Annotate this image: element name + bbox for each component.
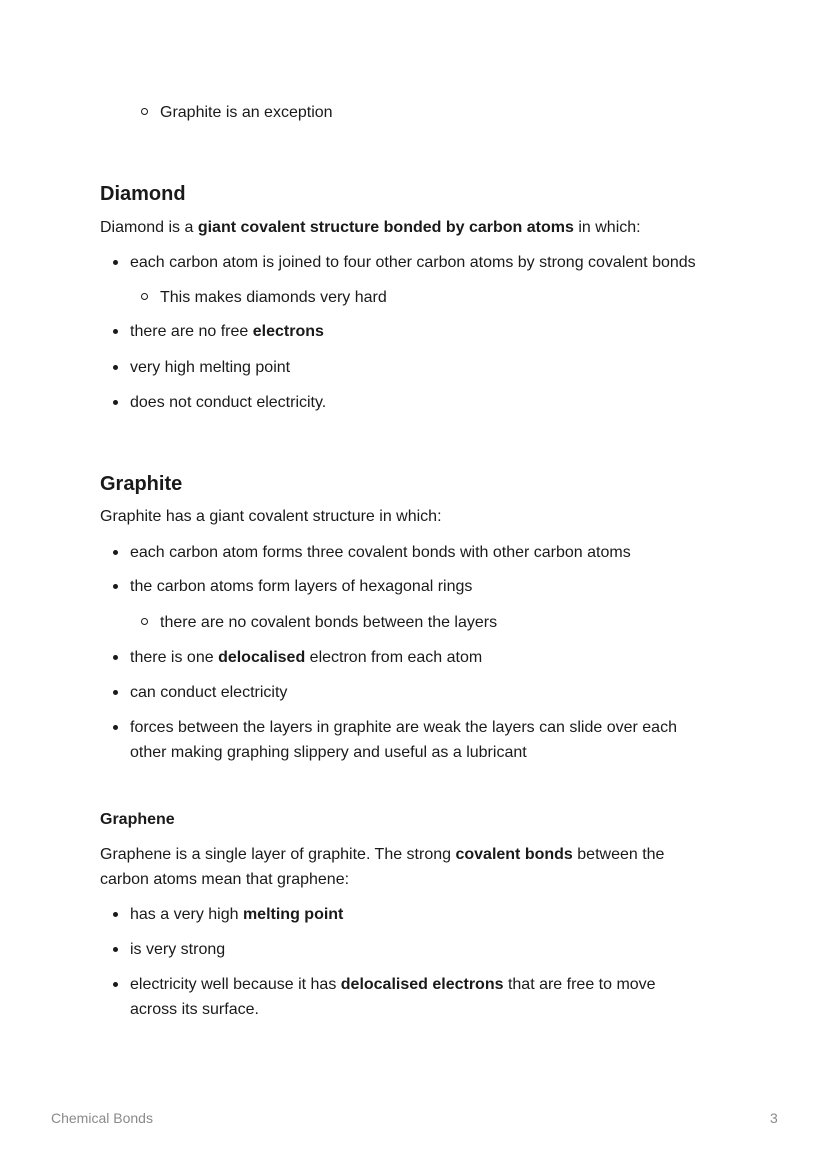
- list-item: the carbon atoms form layers of hexagonal rings: [130, 578, 473, 595]
- bullet-icon: [113, 912, 118, 917]
- list-item: each carbon atom forms three covalent bonds with other carbon atoms: [130, 544, 631, 561]
- graphite-lead: Graphite has a giant covalent structure in which:: [100, 508, 442, 525]
- list-item: there are no covalent bonds between the layers: [160, 614, 498, 631]
- list-item: is very strong: [130, 941, 226, 958]
- list-item-continuation: other making graphing slippery and useful as a lubricant: [130, 744, 527, 761]
- footer-title: Chemical Bonds: [51, 1110, 153, 1126]
- bullet-icon: [113, 584, 118, 589]
- page-number: 3: [770, 1110, 778, 1126]
- list-item: electricity well because it has delocalised electrons that are free to move: [130, 976, 656, 993]
- section-heading-diamond: Diamond: [100, 183, 186, 205]
- diamond-lead: Diamond is a giant covalent structure bonded by carbon atoms in which:: [100, 219, 641, 236]
- section-heading-graphene: Graphene: [100, 811, 175, 828]
- list-item-continuation: across its surface.: [130, 1001, 259, 1018]
- bullet-icon: [113, 982, 118, 987]
- list-item: forces between the layers in graphite are weak the layers can slide over each: [130, 719, 677, 736]
- list-item: there is one delocalised electron from each atom: [130, 649, 483, 666]
- bullet-icon: [113, 329, 118, 334]
- list-item: This makes diamonds very hard: [160, 289, 387, 306]
- graphene-lead-continuation: carbon atoms mean that graphene:: [100, 871, 350, 888]
- bullet-icon: [113, 725, 118, 730]
- list-item: each carbon atom is joined to four other carbon atoms by strong covalent bonds: [130, 254, 696, 271]
- bullet-icon: [113, 365, 118, 370]
- list-item: very high melting point: [130, 359, 291, 376]
- bullet-icon: [113, 655, 118, 660]
- list-item: Graphite is an exception: [160, 104, 333, 121]
- list-item: can conduct electricity: [130, 684, 288, 701]
- bullet-icon: [113, 550, 118, 555]
- graphene-lead: Graphene is a single layer of graphite. The strong covalent bonds between the: [100, 846, 665, 863]
- bullet-icon: [113, 947, 118, 952]
- sub-bullet-icon: [141, 108, 148, 115]
- list-item: has a very high melting point: [130, 906, 344, 923]
- sub-bullet-icon: [141, 618, 148, 625]
- sub-bullet-icon: [141, 293, 148, 300]
- bullet-icon: [113, 400, 118, 405]
- list-item: there are no free electrons: [130, 323, 324, 340]
- list-item: does not conduct electricity.: [130, 394, 327, 411]
- bullet-icon: [113, 690, 118, 695]
- section-heading-graphite: Graphite: [100, 473, 183, 495]
- bullet-icon: [113, 260, 118, 265]
